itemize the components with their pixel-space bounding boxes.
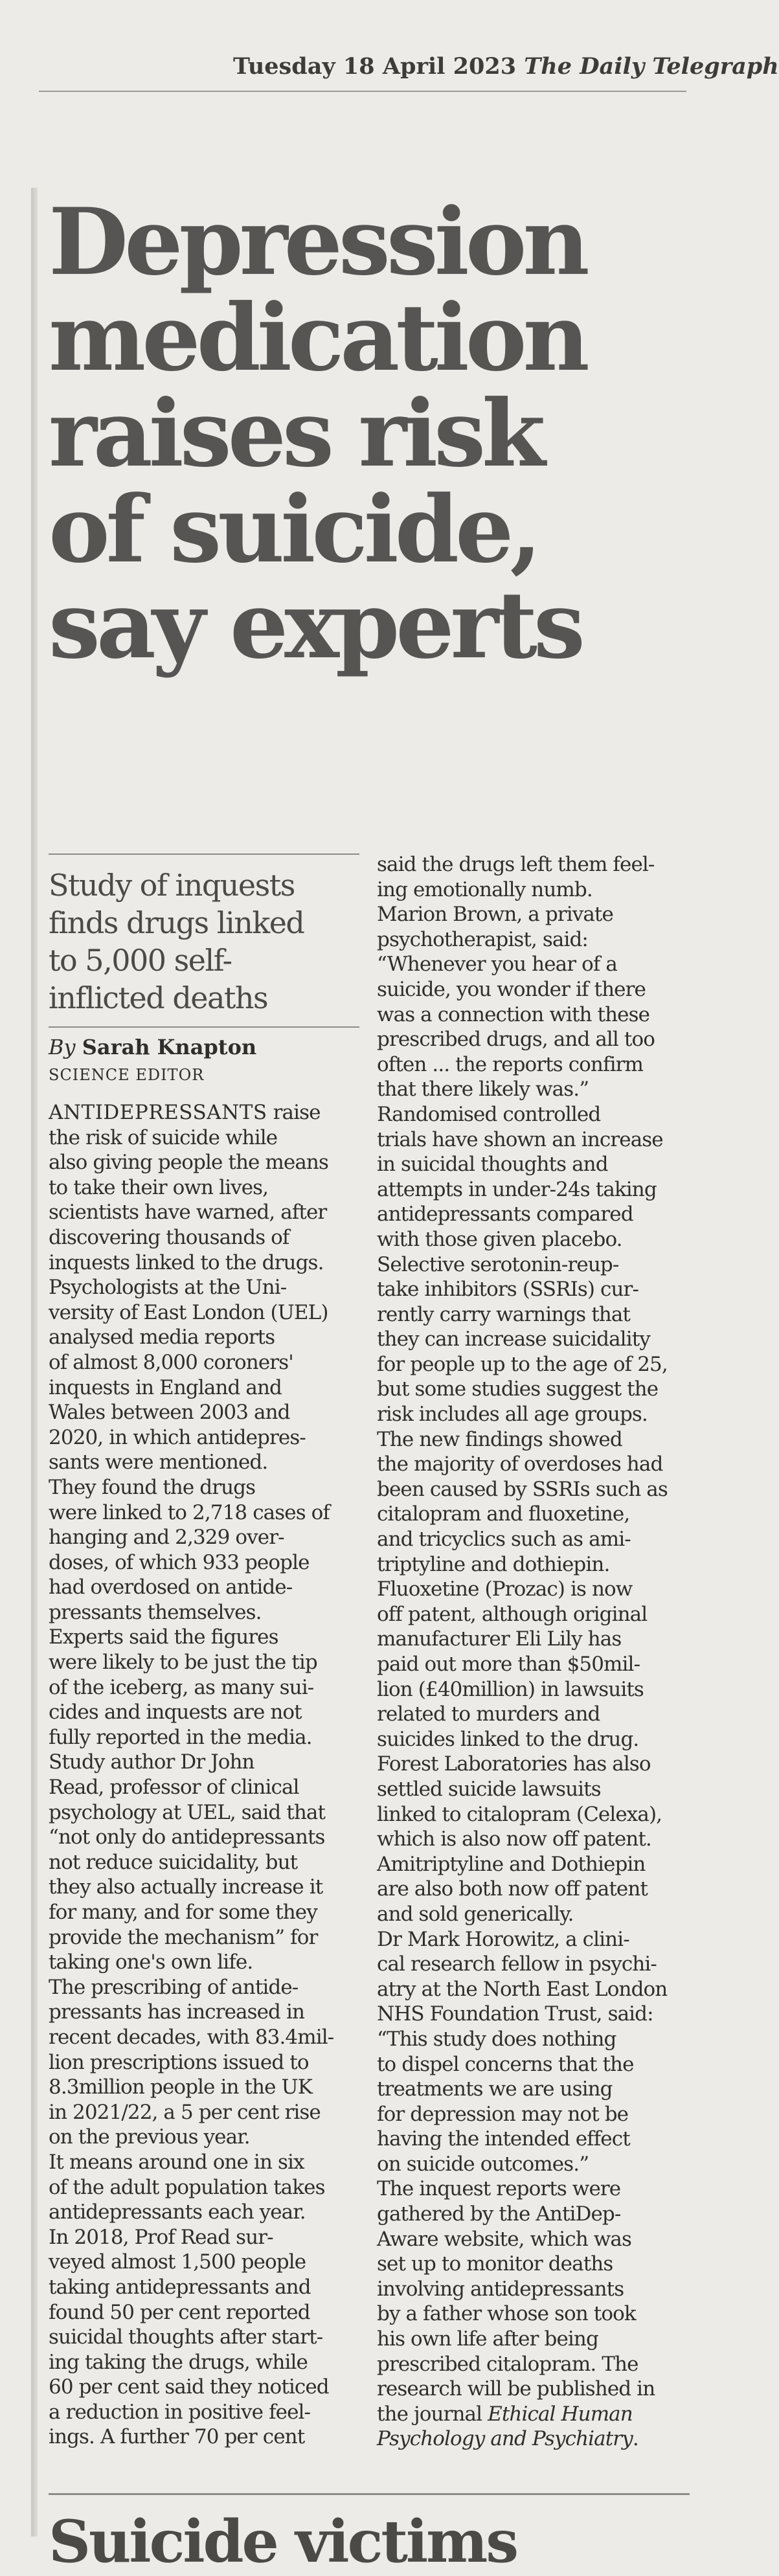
paragraph: Fluoxetine (Prozac) is now off patent, although original manufacturer Eli Lily has paid out more than $50mil- lion (£40million) in lawsuits related to murders and suicides linked to the drug. Forest Laboratories has also settled suicide lawsuits linked to citalopram (Celexa), which is also now off patent. Amitriptyline and Dothiepin are also both now off patent and sold generically. (377, 1577, 662, 1926)
paragraph: Dr Mark Horowitz, a clini- cal research fellow in psychi- atry at the North East London NHS Foundation Trust, said: “This study does nothing to dispel concerns that the treatments we are using for depression may not be having the intended effect on suicide outcomes.” (377, 1927, 668, 2176)
lead-word: ANTIDEPRESSANTS (49, 1101, 267, 1124)
headline-line: say experts (49, 572, 581, 679)
next-article-headline: Suicide victims (49, 2507, 517, 2576)
author-role: SCIENCE EDITOR (49, 1066, 205, 1084)
paragraph: It means around one in six of the adult population takes antidepressants each year. (49, 2150, 325, 2224)
header-rule (39, 91, 686, 92)
headline-line: raises risk (49, 380, 542, 488)
author-name: Sarah Knapton (82, 1035, 257, 1059)
paragraph-end: . (632, 2427, 638, 2451)
headline-line: of suicide, (49, 476, 538, 583)
paragraph: In 2018, Prof Read sur- veyed almost 1,500 people taking antidepressants and found 50 per cent reported suicidal thoughts after start- ing taking the drugs, while 60 per cent said they noticed a reduction in positive feel- ings. A further 70 per cent (49, 2225, 329, 2449)
article-column-1 (49, 1100, 359, 2450)
paragraph-text: raise the risk of suicide while also giving people the means to take their own lives, scientists have warned, after discovering thousands of inquests linked to the drugs. (49, 1101, 329, 1274)
publication-date: Tuesday 18 April 2023 (233, 53, 517, 80)
headline-line: medication (49, 284, 586, 392)
paragraph: The new findings showed the majority of overdoses had been caused by SSRIs such as citalopram and fluoxetine, and tricyclics such as ami- triptyline and dothiepin. (377, 1427, 668, 1576)
paragraph: They found the drugs were linked to 2,718 cases of hanging and 2,329 over- doses, of which 933 people had overdosed on antide- pressants themselves. (49, 1475, 330, 1624)
paragraph: The prescribing of antide- pressants has increased in recent decades, with 83.4mil- lion prescriptions issued to 8.3million people in the UK in 2021/22, a 5 per cent rise on the previous year. (49, 1975, 334, 2149)
paragraph: said the drugs left them feel- ing emotionally numb. (377, 853, 655, 901)
standfirst-line: inflicted deaths (49, 980, 268, 1015)
paragraph: Study author Dr John Read, professor of clinical psychology at UEL, said that “not only do antidepressants not reduce suicidality, but they also actually increase it for many, and for some they provide the mechanism” for taking one's own life. (49, 1750, 326, 1974)
page-gutter (31, 188, 38, 2536)
standfirst-line: finds drugs linked (49, 905, 304, 940)
standfirst-rule-top (49, 853, 359, 855)
paragraph: Randomised controlled trials have shown an increase in suicidal thoughts and attempts in under-24s taking antidepressants compared with those given placebo. (377, 1102, 663, 1251)
standfirst-rule-bottom (49, 1026, 359, 1028)
standfirst-line: to 5,000 self- (49, 943, 232, 978)
journal-title: Ethical Human Psychology and Psychiatry (377, 2402, 633, 2451)
paragraph: Selective serotonin-reup- take inhibitors (SSRIs) cur- rently carry warnings that they can increase suicidality for people up to the age of 25, but some studies suggest the risk includes all age groups. (377, 1252, 668, 1427)
standfirst-line: Study of inquests (49, 868, 295, 903)
article-column-2 (377, 852, 690, 2452)
paragraph-text: The inquest reports were gathered by the AntiDep- Aware website, which was set up to monitor deaths involving antidepressants by a father whose son took his own life after being prescribed citalopram. The research will be published in the journal (377, 2177, 655, 2426)
paragraph (49, 1100, 359, 1275)
paragraph: Psychologists at the Uni- versity of East London (UEL) analysed media reports of almost 8,000 coroners' inquests in England and Wales between 2003 and 2020, in which antidepres- sants were mentioned. (49, 1276, 328, 1474)
article-end-rule (49, 2493, 690, 2495)
headline-line: Depression (49, 188, 586, 296)
dateline (233, 53, 779, 80)
paragraph: Experts said the figures were likely to be just the tip of the iceberg, as many sui- cides and inquests are not fully reported in the media. (49, 1625, 317, 1749)
headline (49, 188, 690, 679)
paragraph: Marion Brown, a private psychotherapist, said: “Whenever you hear of a suicide, you wonder if there was a connection with these prescribed drugs, and all too often ... the reports confirm that there likely was.” (377, 903, 655, 1102)
standfirst (49, 866, 359, 1017)
byline-prefix: By (49, 1035, 76, 1059)
paragraph (377, 2176, 690, 2452)
byline (49, 1035, 256, 1059)
publication-name: The Daily Telegraph (524, 53, 779, 80)
